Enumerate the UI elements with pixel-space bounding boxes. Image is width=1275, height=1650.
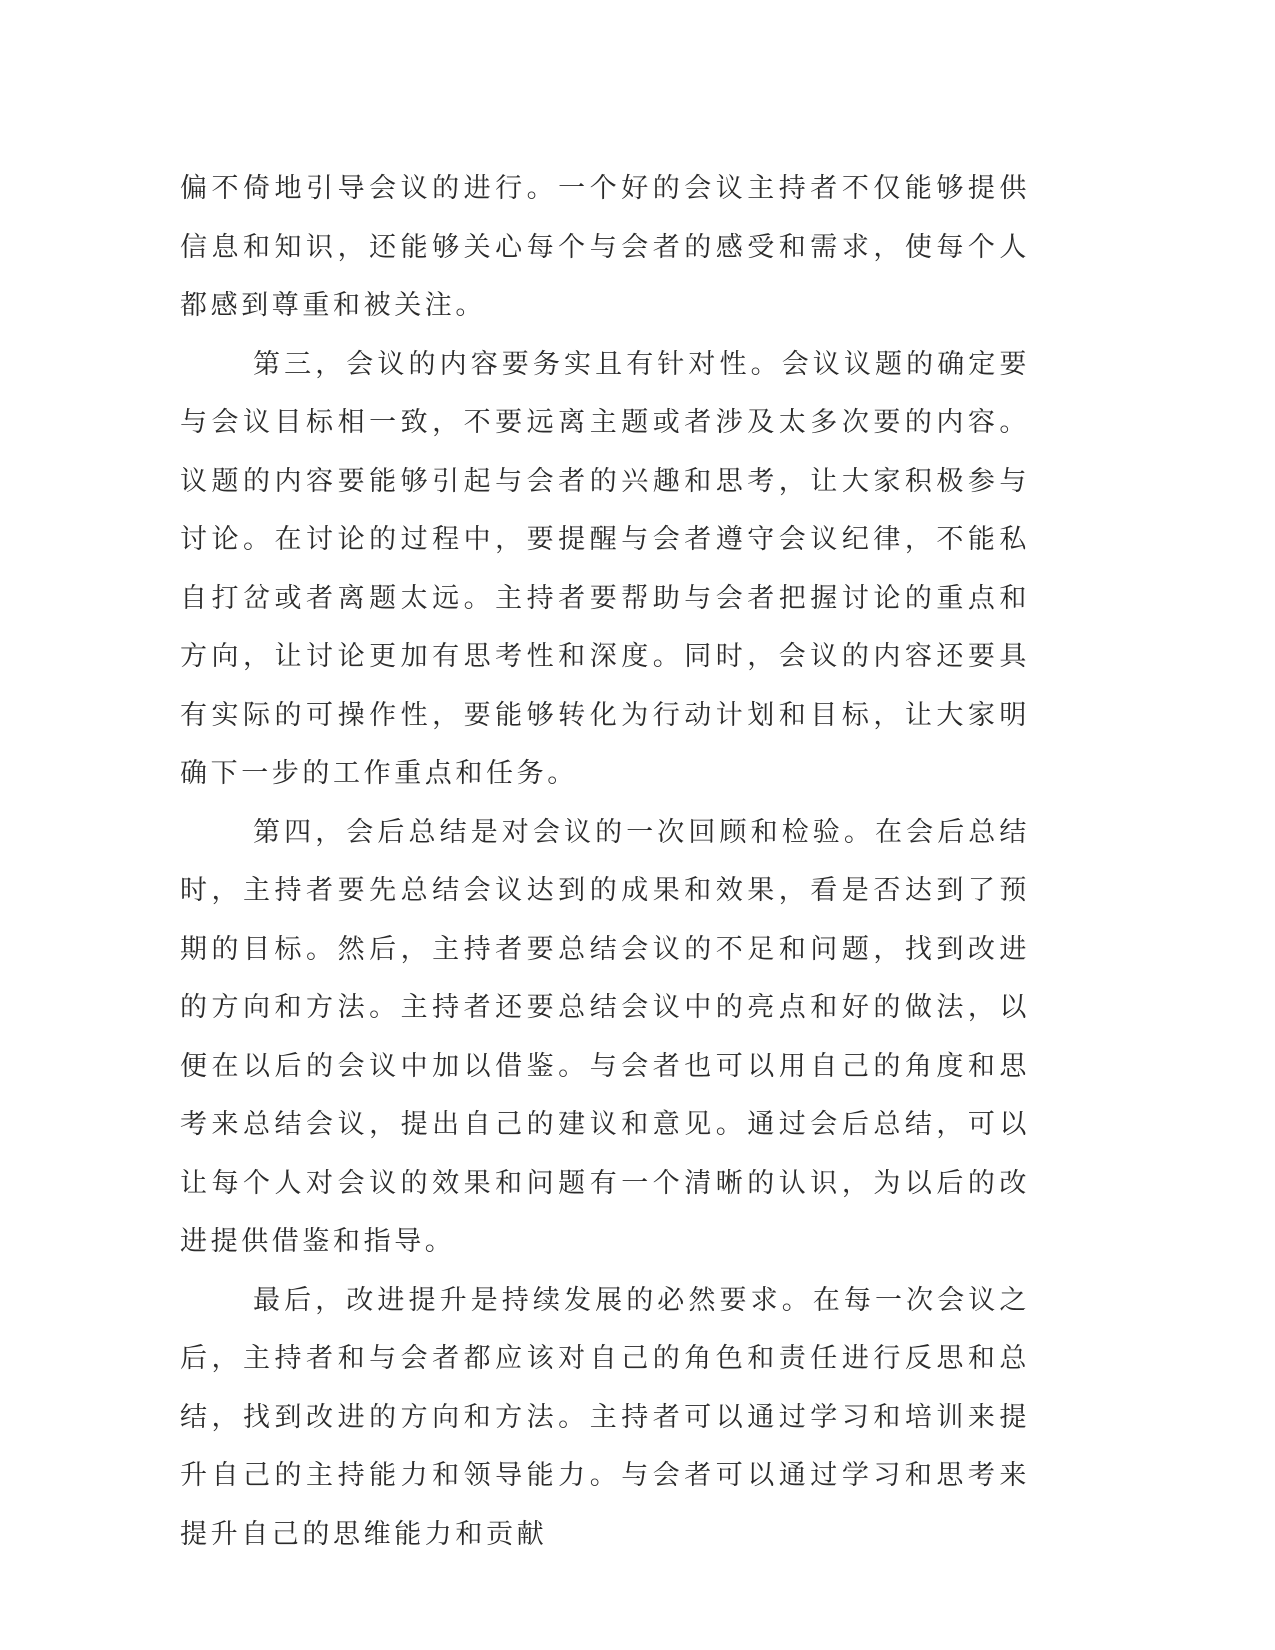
paragraph-3: 第四，会后总结是对会议的一次回顾和检验。在会后总结时，主持者要先总结会议达到的成果和效果，看是否达到了预期的目标。然后，主持者要总结会议的不足和问题，找到改进的方向和方法。主持者还要总结会议中的亮点和好的做法，以便在以后的会议中加以借鉴。与会者也可以用自己的角度和思考来总结会议，提出自己的建议和意见。通过会后总结，可以让每个人对会议的效果和问题有一个清晰的认识，为以后的改进提供借鉴和指导。: [180, 816, 1030, 1257]
body-text: [180, 160, 1030, 1564]
paragraph-4: 最后，改进提升是持续发展的必然要求。在每一次会议之后，主持者和与会者都应该对自己的角色和责任进行反思和总结，找到改进的方向和方法。主持者可以通过学习和培训来提升自己的主持能力和领导能力。与会者可以通过学习和思考来提升自己的思维能力和贡献: [180, 1284, 1030, 1550]
paragraph-2: 第三，会议的内容要务实且有针对性。会议议题的确定要与会议目标相一致，不要远离主题或者涉及太多次要的内容。议题的内容要能够引起与会者的兴趣和思考，让大家积极参与讨论。在讨论的过程中，要提醒与会者遵守会议纪律，不能私自打岔或者离题太远。主持者要帮助与会者把握讨论的重点和方向，让讨论更加有思考性和深度。同时，会议的内容还要具有实际的可操作性，要能够转化为行动计划和目标，让大家明确下一步的工作重点和任务。: [180, 348, 1030, 789]
paragraph-1: 偏不倚地引导会议的进行。一个好的会议主持者不仅能够提供信息和知识，还能够关心每个与会者的感受和需求，使每个人都感到尊重和被关注。: [180, 173, 1030, 321]
